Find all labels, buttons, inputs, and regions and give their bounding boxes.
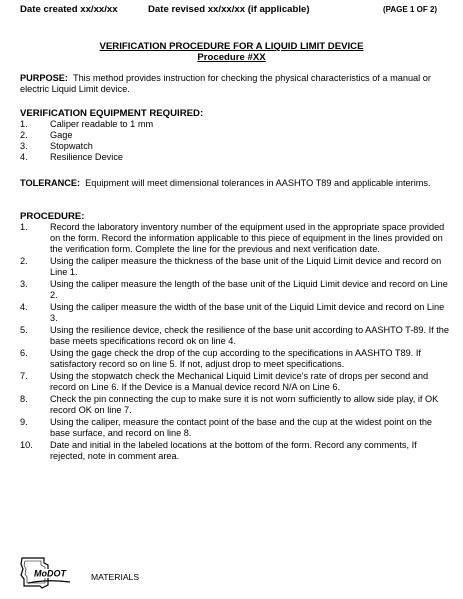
procedure-list — [20, 222, 450, 463]
date-created: Date created xx/xx/xx — [20, 4, 118, 15]
purpose-section — [20, 73, 445, 95]
step-number: 2. — [20, 256, 28, 266]
department-label: MATERIALS — [91, 572, 140, 582]
purpose-label: PURPOSE: — [20, 73, 68, 83]
page-number: (PAGE 1 OF 2) — [383, 5, 438, 14]
item-number: 3. — [20, 141, 28, 151]
procedure-step — [20, 222, 450, 255]
procedure-step — [20, 279, 450, 301]
list-item — [20, 152, 320, 163]
tolerance-label: TOLERANCE: — [20, 178, 81, 188]
step-number: 7. — [20, 371, 28, 381]
procedure-heading: PROCEDURE: — [20, 211, 85, 222]
step-number: 8. — [20, 394, 28, 404]
list-item — [20, 130, 320, 141]
equipment-heading: VERIFICATION EQUIPMENT REQUIRED: — [20, 108, 204, 119]
tolerance-section — [20, 178, 445, 189]
logo-text: MoDOT — [34, 568, 66, 579]
step-text: Using the caliper measure the length of the base unit of the Liquid Limit device and record on Line 2. — [50, 279, 448, 300]
procedure-step — [20, 348, 450, 370]
item-text: Resilience Device — [50, 152, 124, 162]
step-number: 4. — [20, 302, 28, 312]
procedure-number: Procedure #XX — [197, 52, 266, 63]
tolerance-text: Equipment will meet dimensional tolerances in AASHTO T89 and applicable interims. — [85, 178, 431, 188]
item-number: 4. — [20, 152, 28, 162]
step-number: 3. — [20, 279, 28, 289]
item-number: 1. — [20, 119, 28, 129]
modot-logo — [18, 555, 74, 591]
item-number: 2. — [20, 130, 28, 140]
equipment-list — [20, 119, 320, 163]
step-number: 5. — [20, 325, 28, 335]
step-text: Using the stopwatch check the Mechanical Liquid Limit device's rate of drops per second and record on Line 6. If the Device is a Manual device record N/A on Line 6. — [50, 371, 429, 392]
step-number: 6. — [20, 348, 28, 358]
purpose-text: This method provides instruction for checking the physical characteristics of a manual or electric Liquid Limit device. — [20, 73, 431, 94]
step-text: Using the caliper measure the thickness of the base unit of the Liquid Limit device and record on Line 1. — [50, 256, 442, 277]
procedure-step — [20, 256, 450, 278]
step-number: 9. — [20, 417, 28, 427]
step-number: 10. — [20, 440, 33, 450]
procedure-step — [20, 371, 450, 393]
step-text: Using the caliper measure the width of the base unit of the Liquid Limit device and record on Line 3. — [50, 302, 445, 323]
procedure-step — [20, 302, 450, 324]
step-text: Record the laboratory inventory number of the equipment used in the appropriate space provided on the form. Record the information applicable to this piece of equipment in the lines provided on the verification form. Complete the line for the previous and next verification date. — [50, 222, 445, 254]
item-text: Caliper readable to 1 mm — [50, 119, 154, 129]
procedure-step — [20, 394, 450, 416]
step-text: Date and initial in the labeled locations at the bottom of the form. Record any comments, If rejected, note in comment area. — [50, 440, 417, 461]
date-revised: Date revised xx/xx/xx (if applicable) — [148, 4, 310, 15]
item-text: Gage — [50, 130, 73, 140]
step-number: 1. — [20, 222, 28, 232]
step-text: Check the pin connecting the cup to make sure it is not worn sufficiently to allow side play, if OK record OK on line 7. — [50, 394, 439, 415]
step-text: Using the gage check the drop of the cup according to the specifications in AASHTO T89. If satisfactory record so on line 5. If not, adjust drop to meet specifications. — [50, 348, 421, 369]
step-text: Using the caliper, measure the contact point of the base and the cup at the widest point on the base surface, and record on line 8. — [50, 417, 433, 438]
item-text: Stopwatch — [50, 141, 93, 151]
list-item — [20, 141, 320, 152]
step-text: Using the resilience device, check the resilience of the base unit according to AASHTO T-89. If the base meets specifications record ok on line 4. — [50, 325, 450, 346]
document-title: VERIFICATION PROCEDURE FOR A LIQUID LIMIT DEVICE — [99, 41, 364, 52]
procedure-step — [20, 440, 450, 462]
procedure-step — [20, 325, 450, 347]
list-item — [20, 119, 320, 130]
procedure-step — [20, 417, 450, 439]
